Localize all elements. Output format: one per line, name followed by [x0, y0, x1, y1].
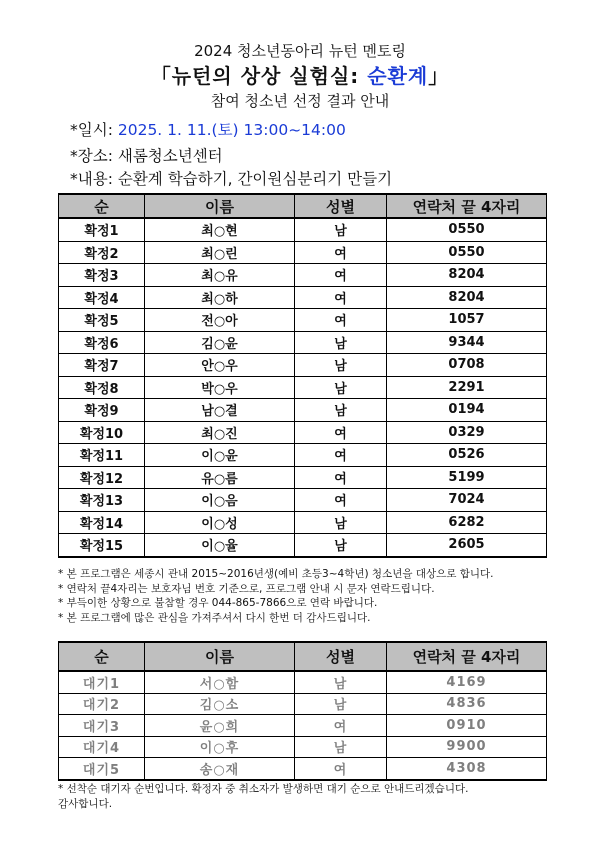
cell-gender: 여: [295, 489, 387, 512]
cell-name: 전○아: [145, 309, 295, 332]
cell-order: 확정3: [59, 264, 145, 287]
header-name: 이름: [145, 194, 295, 218]
cell-phone: 0329: [387, 421, 547, 444]
table-row: [59, 736, 547, 758]
title-close: 」: [428, 64, 450, 88]
table-row: [59, 399, 547, 422]
header-phone: 연락처 끝 4자리: [387, 194, 547, 218]
table-row: [59, 693, 547, 715]
cell-phone: 0910: [387, 715, 547, 737]
table-row: [59, 286, 547, 309]
cell-gender: 남: [295, 399, 387, 422]
cell-phone: 6282: [387, 511, 547, 534]
header-order: 순: [59, 194, 145, 218]
cell-gender: 여: [295, 421, 387, 444]
cell-name: 이○율: [145, 534, 295, 557]
table-row: [59, 354, 547, 377]
cell-name: 이○윤: [145, 444, 295, 467]
cell-order: 대기4: [59, 736, 145, 758]
cell-phone: 0708: [387, 354, 547, 377]
cell-gender: 여: [295, 715, 387, 737]
cell-name: 최○린: [145, 241, 295, 264]
cell-name: 김○윤: [145, 331, 295, 354]
cell-name: 송○재: [145, 758, 295, 780]
cell-name: 이○후: [145, 736, 295, 758]
cell-phone: 4836: [387, 693, 547, 715]
cell-gender: 남: [295, 331, 387, 354]
cell-order: 확정7: [59, 354, 145, 377]
header-order: 순: [59, 642, 145, 671]
cell-order: 확정12: [59, 466, 145, 489]
cell-name: 이○음: [145, 489, 295, 512]
info-date-value: 2025. 1. 11.(토) 13:00~14:00: [117, 121, 346, 139]
cell-name: 최○진: [145, 421, 295, 444]
notes-section: [58, 567, 558, 625]
cell-order: 확정4: [59, 286, 145, 309]
cell-gender: 여: [295, 466, 387, 489]
program-name: 2024 청소년동아리 뉴턴 멘토링: [194, 42, 406, 60]
table-row: [59, 715, 547, 737]
table-row: [59, 264, 547, 287]
cell-order: 대기2: [59, 693, 145, 715]
waitlist-table: [58, 641, 547, 781]
info-content: *내용: 순환계 학습하기, 간이원심분리기 만들기: [70, 170, 393, 188]
cell-order: 대기5: [59, 758, 145, 780]
cell-name: 남○결: [145, 399, 295, 422]
cell-phone: 2291: [387, 376, 547, 399]
cell-order: 확정10: [59, 421, 145, 444]
table-row: [59, 466, 547, 489]
info-place: *장소: 새롬청소년센터: [70, 147, 223, 165]
cell-gender: 남: [295, 671, 387, 693]
cell-order: 확정1: [59, 218, 145, 241]
cell-gender: 여: [295, 758, 387, 780]
table-row: [59, 218, 547, 241]
page-subtitle: 참여 청소년 선정 결과 안내: [210, 92, 390, 110]
cell-order: 확정8: [59, 376, 145, 399]
cell-name: 서○함: [145, 671, 295, 693]
confirmed-table: [58, 193, 547, 558]
note-line: * 본 프로그램은 세종시 관내 2015~2016년생(예비 초등3~4학년) 청소년을 대상으로 합니다.: [58, 568, 494, 580]
cell-gender: 여: [295, 264, 387, 287]
cell-gender: 남: [295, 218, 387, 241]
cell-name: 윤○희: [145, 715, 295, 737]
cell-order: 확정5: [59, 309, 145, 332]
cell-name: 안○우: [145, 354, 295, 377]
cell-gender: 남: [295, 376, 387, 399]
cell-name: 최○유: [145, 264, 295, 287]
table-row: [59, 241, 547, 264]
info-date-label: *일시:: [70, 121, 118, 139]
note-line: 감사합니다.: [58, 797, 113, 810]
table-row: [59, 534, 547, 557]
waitlist-notes: [58, 782, 558, 811]
cell-phone: 0194: [387, 399, 547, 422]
cell-order: 확정9: [59, 399, 145, 422]
cell-name: 유○름: [145, 466, 295, 489]
cell-name: 최○현: [145, 218, 295, 241]
cell-phone: 7024: [387, 489, 547, 512]
table-row: [59, 511, 547, 534]
cell-name: 박○우: [145, 376, 295, 399]
cell-gender: 여: [295, 444, 387, 467]
table-row: [59, 444, 547, 467]
header-gender: 성별: [295, 642, 387, 671]
cell-phone: 8204: [387, 264, 547, 287]
cell-gender: 여: [295, 241, 387, 264]
page-title: [0, 60, 600, 89]
table-row: [59, 421, 547, 444]
cell-phone: 9900: [387, 736, 547, 758]
cell-order: 확정15: [59, 534, 145, 557]
cell-order: 확정13: [59, 489, 145, 512]
table-header-row: [59, 194, 547, 218]
table-row: [59, 758, 547, 780]
cell-order: 대기3: [59, 715, 145, 737]
cell-phone: 0526: [387, 444, 547, 467]
note-line: * 연락처 끝4자리는 보호자님 번호 기준으로, 프로그램 안내 시 문자 연락드립니다.: [58, 582, 435, 595]
cell-order: 확정11: [59, 444, 145, 467]
table-row: [59, 309, 547, 332]
cell-order: 확정6: [59, 331, 145, 354]
header-phone: 연락처 끝 4자리: [387, 642, 547, 671]
header-name: 이름: [145, 642, 295, 671]
table-row: [59, 671, 547, 693]
cell-phone: 4308: [387, 758, 547, 780]
table-row: [59, 376, 547, 399]
cell-phone: 4169: [387, 671, 547, 693]
cell-name: 김○소: [145, 693, 295, 715]
table-header-row: [59, 642, 547, 671]
cell-phone: 0550: [387, 241, 547, 264]
table-row: [59, 489, 547, 512]
note-line: * 부득이한 상황으로 불참할 경우 044-865-7866으로 연락 바랍니다.: [58, 597, 378, 609]
cell-phone: 2605: [387, 534, 547, 557]
note-line: * 본 프로그램에 많은 관심을 가져주셔서 다시 한번 더 감사드립니다.: [58, 611, 371, 624]
cell-gender: 남: [295, 693, 387, 715]
cell-name: 최○하: [145, 286, 295, 309]
header-gender: 성별: [295, 194, 387, 218]
table-row: [59, 331, 547, 354]
cell-phone: 9344: [387, 331, 547, 354]
cell-phone: 5199: [387, 466, 547, 489]
cell-phone: 8204: [387, 286, 547, 309]
cell-gender: 여: [295, 309, 387, 332]
cell-gender: 여: [295, 286, 387, 309]
note-line: * 선착순 대기자 순번입니다. 확정자 중 취소자가 발생하면 대기 순으로 안내드리겠습니다.: [58, 783, 469, 795]
cell-phone: 0550: [387, 218, 547, 241]
cell-name: 이○성: [145, 511, 295, 534]
cell-order: 대기1: [59, 671, 145, 693]
cell-gender: 남: [295, 736, 387, 758]
cell-order: 확정14: [59, 511, 145, 534]
cell-gender: 남: [295, 511, 387, 534]
cell-phone: 1057: [387, 309, 547, 332]
title-open: 「뉴턴의 상상 실험실:: [150, 64, 368, 88]
title-accent: 순환계: [367, 64, 429, 88]
cell-gender: 남: [295, 354, 387, 377]
cell-gender: 남: [295, 534, 387, 557]
cell-order: 확정2: [59, 241, 145, 264]
info-date: [70, 118, 346, 140]
